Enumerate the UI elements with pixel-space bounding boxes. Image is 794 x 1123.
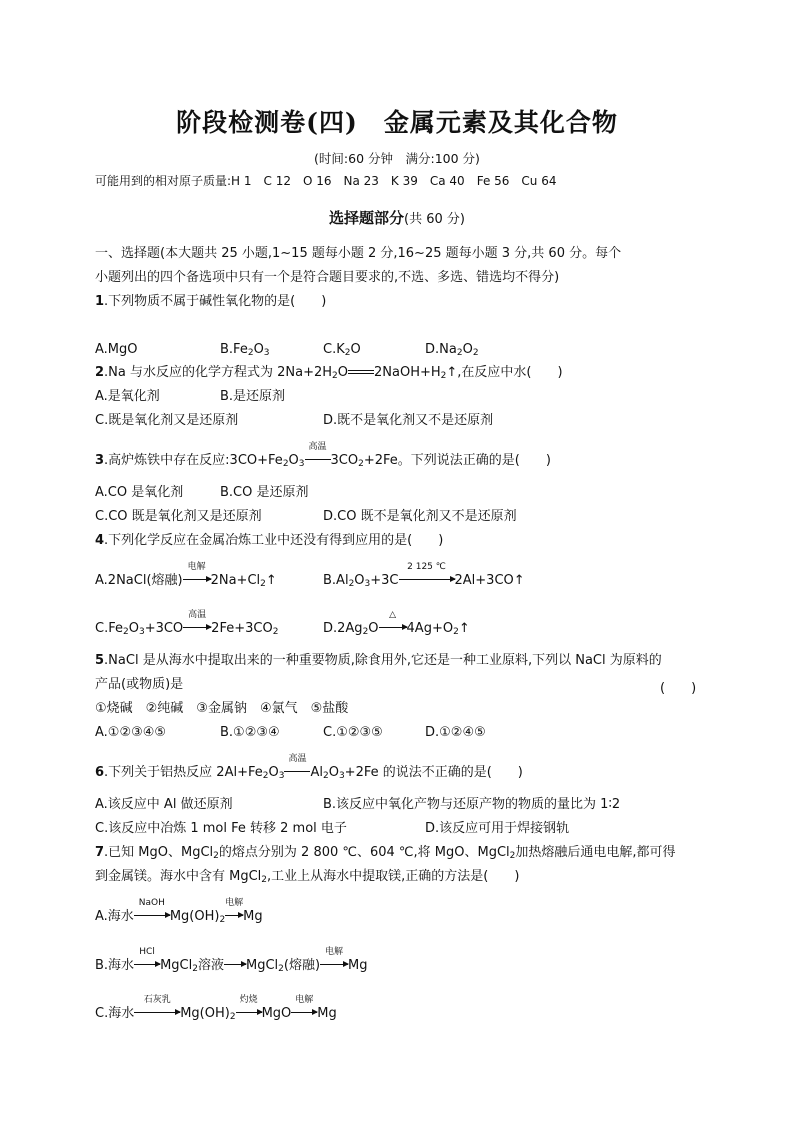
q4-option-d: $D.2Ag_2O$ △ $4Ag+O_2↑$ [323, 610, 470, 637]
reaction-condition: 电解 [291, 1006, 317, 1022]
equals-sign [348, 370, 374, 374]
question-5-stem: 5.NaCl 是从海水中提取出来的一种重要物质,除食用外,它还是一种工业原料,下列以 NaCl 为原料的 [95, 653, 662, 668]
q6-option-a: A.该反应中 Al 做还原剂 [95, 797, 233, 812]
q1-option-b: $B.Fe_2O_3$ [220, 342, 270, 358]
reaction-condition: △ [379, 621, 407, 637]
q6-option-c: C.该反应中冶炼 1 mol Fe 转移 2 mol 电子 [95, 821, 347, 836]
question-number: 1 [95, 294, 105, 309]
section-heading [0, 207, 794, 228]
q4-option-a: A.2NaCl(熔融) 电解 $2Na+Cl_2↑$ [95, 562, 277, 589]
q1-option-d: $D.Na_2O_2$ [425, 342, 479, 358]
q3-option-d: D.CO 既不是氧化剂又不是还原剂 [323, 509, 517, 524]
q3-option-a: A.CO 是氧化剂 [95, 485, 184, 500]
question-4-stem: 4.下列化学反应在金属冶炼工业中还没有得到应用的是( ) [95, 533, 444, 548]
q7-option-b: B.海水 HCl MgCl$_2$溶液 MgCl$_2$(熔融) 电解 Mg [95, 947, 368, 974]
page-title: 阶段检测卷(四) 金属元素及其化合物 [176, 108, 618, 137]
q2-option-c: C.既是氧化剂又是还原剂 [95, 413, 239, 428]
reaction-condition: 高温 [284, 765, 310, 781]
q7-option-c: C.海水 石灰乳 $Mg(OH)_2$ 灼烧 MgO 电解 Mg [95, 995, 337, 1022]
question-3-stem: 3.高炉炼铁中存在反应$:3CO+Fe_2O_3$ 高温 $3CO_2+2Fe$。下列说法正确的是( ) [95, 442, 551, 469]
reaction-condition: 电解 [225, 909, 243, 925]
reaction-condition: 高温 [305, 453, 331, 469]
q4-option-c: $C.Fe_2O_3+3CO$ 高温 $2Fe+3CO_2$ [95, 610, 279, 637]
q3-option-b: B.CO 是还原剂 [220, 485, 309, 500]
question-7-stem: 7.已知 MgO、MgCl$_2$的熔点分别为 2 800 ℃、604 ℃,将 MgO、MgCl$_2$加热熔融后通电电解,都可得 [95, 845, 676, 861]
question-6-stem: 6.下列关于铝热反应 $2Al+Fe_2O_3$ 高温 $Al_2O_3+2Fe$ 的说法不正确的是( ) [95, 754, 523, 781]
reaction-condition: 电解 [320, 958, 348, 974]
reaction-condition: 灼烧 [236, 1006, 262, 1022]
atomic-masses: 可能用到的相对原子质量:H 1 C 12 O 16 Na 23 K 39 Ca 40 Fe 56 Cu 64 [95, 174, 557, 188]
q5-option-c: C.①②③⑤ [323, 725, 383, 740]
q5-option-b: B.①②③④ [220, 725, 280, 740]
q5-option-a: A.①②③④⑤ [95, 725, 167, 740]
question-7-stem-line-2: 到金属镁。海水中含有 MgCl$_2$,工业上从海水中提取镁,正确的方法是( ) [95, 869, 520, 885]
q3-option-c: C.CO 既是氧化剂又是还原剂 [95, 509, 262, 524]
question-2-stem: 2.Na 与水反应的化学方程式为 $2Na+2H_2O$ $2NaOH+H_2↑$,在反应中水( ) [95, 365, 563, 381]
reaction-condition: 石灰乳 [134, 1006, 180, 1022]
q7-option-a: A.海水 NaOH $Mg(OH)_2$ 电解 Mg [95, 898, 263, 925]
question-5-items: ①烧碱 ②纯碱 ③金属钠 ④氯气 ⑤盐酸 [95, 701, 349, 716]
q1-option-a: A.MgO [95, 342, 138, 357]
reaction-condition: 2 125 ℃ [399, 573, 455, 589]
q6-option-b: B.该反应中氧化产物与还原产物的物质的量比为 1∶2 [323, 797, 621, 812]
q2-option-b: B.是还原剂 [220, 389, 286, 404]
q2-option-a: A.是氧化剂 [95, 389, 160, 404]
instructions-line-2: 小题列出的四个备选项中只有一个是符合题目要求的,不选、多选、错选均不得分) [95, 270, 560, 285]
question-5-stem-line-2: 产品(或物质)是 [95, 677, 184, 692]
answer-paren: ( ) [660, 681, 697, 696]
reaction-condition: 高温 [183, 621, 211, 637]
exam-time-score: (时间:60 分钟 满分:100 分) [314, 151, 480, 166]
q6-option-d: D.该反应可用于焊接钢轨 [425, 821, 570, 836]
q1-option-c: $C.K_2O$ [323, 342, 361, 358]
q5-option-d: D.①②④⑤ [425, 725, 486, 740]
reaction-condition: NaOH [134, 909, 170, 925]
q4-option-b: $B.Al_2O_3+3C$ 2 125 ℃ 2Al+3CO↑ [323, 562, 525, 589]
section-name: 选择题部分 [329, 209, 405, 227]
section-points: (共 60 分) [404, 212, 465, 227]
question-1-stem: 1.下列物质不属于碱性氧化物的是( ) [95, 294, 327, 309]
reaction-condition: 电解 [183, 573, 211, 589]
reaction-condition: HCl [134, 958, 160, 974]
instructions-line-1: 一、选择题(本大题共 25 小题,1~15 题每小题 2 分,16~25 题每小题 3 分,共 60 分。每个 [95, 246, 622, 261]
q2-option-d: D.既不是氧化剂又不是还原剂 [323, 413, 494, 428]
